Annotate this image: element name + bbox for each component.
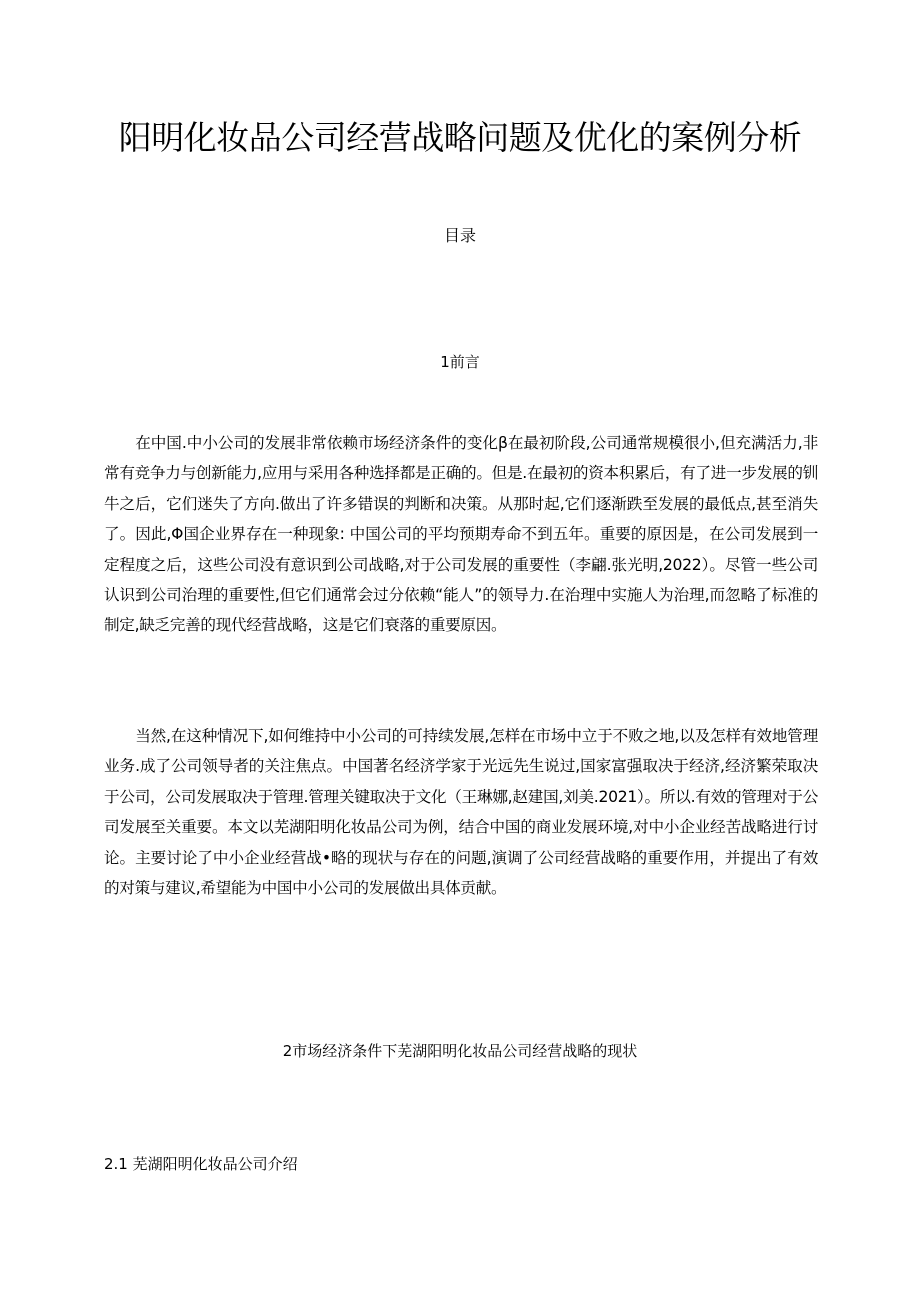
subsection-heading-company-intro: 2.1 芜湖阳明化妆品公司介绍 <box>104 1155 298 1173</box>
preface-paragraph-1: 在中国.中小公司的发展非常依赖市场经济条件的变化β在最初阶段,公司通常规模很小,但充满活力,非常有竞争力与创新能力,应用与采用各种选择都是正确的。但是.在最初的资本积累后，有了进一步发展的钏牛之后，它们迷失了方向.做出了许多错误的判断和决策。从那时起,它们逐渐跌至发展的最低点,甚至消失了。因此,Φ国企业界存在一种现象: 中国公司的平均预期寿命不到五年。重要的原因是，在公司发展到一定程度之后，这些公司没有意识到公司战略,对于公司发展的重要性（李翩.张光明,2022）。尽管一些公司认识到公司治理的重要性,但它们通常会过分依赖“能人”的领导力.在治理中实施人为治理,而忽略了标准的制定,缺乏完善的现代经营战略，这是它们衰落的重要原因。 <box>104 434 818 635</box>
toc-label: 目录 <box>443 226 476 245</box>
section-heading-preface: 1前言 <box>440 353 480 371</box>
document-title: 阳明化妆品公司经营战略问题及优化的案例分析 <box>118 118 802 157</box>
preface-paragraph-2: 当然,在这种情况下,如何维持中小公司的可持续发展,怎样在市场中立于不败之地,以及怎样有效地管理业务.成了公司领导者的关注焦点。中国著名经济学家于光远先生说过,国家富强取决于经济,经济繁荣取决于公司，公司发展取决于管理.管理关键取决于文化（王琳娜,赵建国,刘美.2021）。所以.有效的管理对于公司发展至关重要。本文以芜湖阳明化妆品公司为例，结合中国的商业发展环境,对中小企业经苦战略进行讨论。主要讨论了中小企业经营战•略的现状与存在的问题,演调了公司经营战略的重要作用，并提出了有效的对策与建议,希望能为中国中小公司的发展做出具体贡献。 <box>104 727 818 898</box>
section-heading-status: 2市场经济条件下芜湖阳明化妆品公司经营战略的现状 <box>282 1042 638 1060</box>
